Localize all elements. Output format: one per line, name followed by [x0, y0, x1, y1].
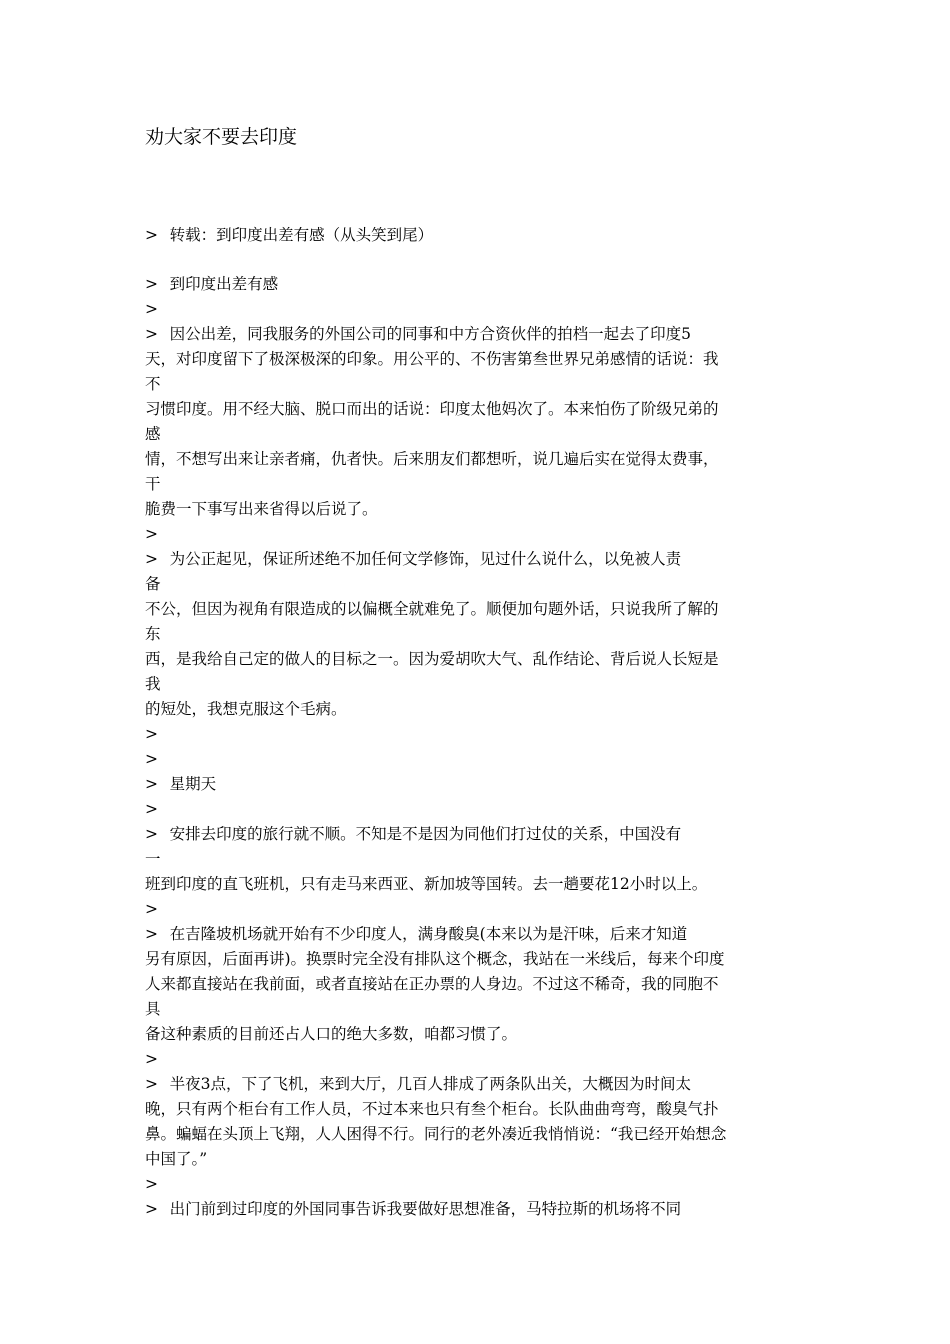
- text-line: > 到印度出差有感: [145, 275, 279, 293]
- text-line: >: [145, 800, 158, 818]
- text-line: 具: [145, 1000, 161, 1018]
- text-line: 情，不想写出来让亲者痛，仇者快。后来朋友们都想听，说几遍后实在觉得太费事，: [145, 450, 719, 468]
- text-line: 一: [145, 850, 161, 868]
- text-line: 的短处，我想克服这个毛病。: [145, 700, 347, 718]
- document-body: [145, 223, 805, 1222]
- text-line: 脆费一下事写出来省得以后说了。: [145, 500, 378, 518]
- text-line: >: [145, 300, 158, 318]
- text-line: > 因公出差，同我服务的外国公司的同事和中方合资伙伴的拍档一起去了印度5: [145, 325, 692, 343]
- text-line: > 为公正起见，保证所述绝不加任何文学修饰，见过什么说什么，以免被人责: [145, 550, 682, 568]
- text-line: >: [145, 900, 158, 918]
- blank-line: [145, 248, 805, 272]
- text-line: 人来都直接站在我前面，或者直接站在正办票的人身边。不过这不稀奇，我的同胞不: [145, 975, 719, 993]
- text-line: 中国了。”: [145, 1150, 208, 1168]
- text-line: 感: [145, 425, 161, 443]
- text-line: > 在吉隆坡机场就开始有不少印度人，满身酸臭(本来以为是汗味，后来才知道: [145, 925, 688, 943]
- text-line: 不: [145, 375, 161, 393]
- text-line: 不公，但因为视角有限造成的以偏概全就难免了。顺便加句题外话，只说我所了解的: [145, 600, 719, 618]
- text-line: 西，是我给自己定的做人的目标之一。因为爱胡吹大气、乱作结论、背后说人长短是: [145, 650, 719, 668]
- text-line: >: [145, 725, 158, 743]
- text-line: 班到印度的直飞班机，只有走马来西亚、新加坡等国转。去一趟要花12小时以上。: [145, 875, 708, 893]
- text-line: >: [145, 525, 158, 543]
- text-line: > 出门前到过印度的外国同事告诉我要做好思想准备，马特拉斯的机场将不同: [145, 1200, 682, 1218]
- page-title: 劝大家不要去印度: [145, 126, 298, 148]
- text-line: 另有原因，后面再讲)。换票时完全没有排队这个概念，我站在一米线后，每来个印度: [145, 950, 725, 968]
- text-line: 天，对印度留下了极深极深的印象。用公平的、不伤害第叁世界兄弟感情的话说：我: [145, 350, 719, 368]
- text-line: > 安排去印度的旅行就不顺。不知是不是因为同他们打过仗的关系，中国没有: [145, 825, 682, 843]
- text-line: 鼻。蝙蝠在头顶上飞翔，人人困得不行。同行的老外凑近我悄悄说：“我已经开始想念: [145, 1125, 727, 1143]
- text-line: 晚，只有两个柜台有工作人员，不过本来也只有叁个柜台。长队曲曲弯弯，酸臭气扑: [145, 1100, 719, 1118]
- text-line: >: [145, 750, 158, 768]
- text-line: 习惯印度。用不经大脑、脱口而出的话说：印度太他妈次了。本来怕伤了阶级兄弟的: [145, 400, 719, 418]
- text-line: > 星期天: [145, 775, 217, 793]
- text-line: 备这种素质的目前还占人口的绝大多数，咱都习惯了。: [145, 1025, 518, 1043]
- text-line: 我: [145, 675, 161, 693]
- text-line: 备: [145, 575, 161, 593]
- text-line: > 半夜3点，下了飞机，来到大厅，几百人排成了两条队出关，大概因为时间太: [145, 1075, 692, 1093]
- text-line: >: [145, 1050, 158, 1068]
- text-line: 东: [145, 625, 161, 643]
- text-line: 干: [145, 475, 161, 493]
- text-line: > 转载：到印度出差有感（从头笑到尾）: [145, 226, 434, 244]
- text-line: >: [145, 1175, 158, 1193]
